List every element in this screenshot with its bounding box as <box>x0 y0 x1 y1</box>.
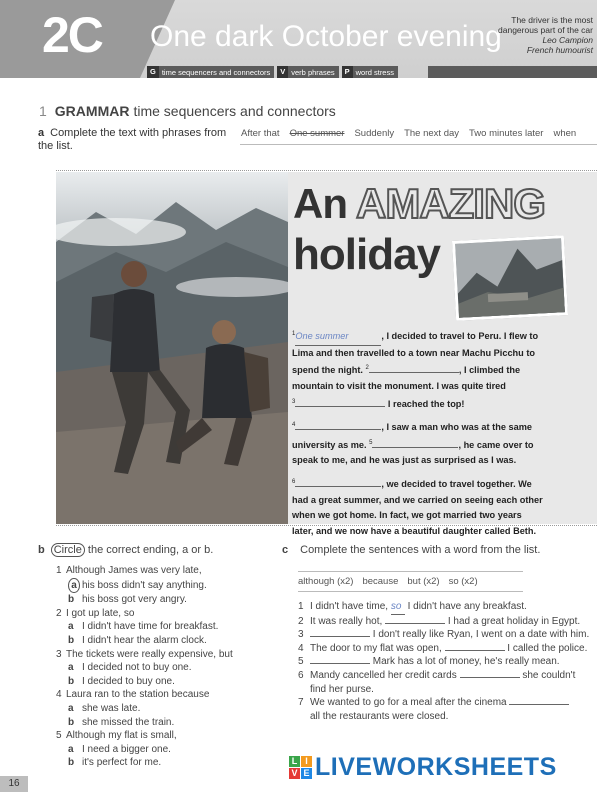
unit-header <box>0 0 597 78</box>
answer-blank-3[interactable] <box>310 636 370 637</box>
question-text: Although James was very late, <box>66 565 202 576</box>
exercise-b <box>38 544 278 770</box>
option-b[interactable] <box>68 675 278 689</box>
gap-number: 2 <box>365 365 369 372</box>
question-item <box>56 648 278 662</box>
question-number: 2 <box>56 607 62 619</box>
sentence-text: I called the police. <box>507 642 588 654</box>
word-list-divider <box>240 144 597 145</box>
question-item <box>56 564 278 578</box>
question-text: Laura ran to the station because <box>66 689 210 701</box>
question-item <box>56 729 278 743</box>
quote-line-1: The driver is the most <box>511 15 593 25</box>
answer-blank-1[interactable]: so <box>391 600 405 615</box>
machu-picchu-image <box>455 238 568 321</box>
tag-label: time sequencers and connectors <box>161 67 271 77</box>
option-letter: b <box>68 675 75 687</box>
sentence-text: We wanted to go for a meal after the cinema <box>310 697 507 709</box>
article-sentence: I reached the top! <box>387 398 465 409</box>
circle-word: Circle <box>51 543 85 557</box>
question-text: I got up late, so <box>66 607 135 619</box>
gap-4[interactable] <box>295 429 381 430</box>
option-a[interactable] <box>68 743 278 757</box>
section-topic: time sequencers and connectors <box>133 103 336 119</box>
sentence-text: I don't really like Ryan, I went on a date with him. <box>372 629 590 641</box>
quote-line-2: dangerous part of the car <box>498 25 593 35</box>
sentence-text: The door to my flat was open, <box>310 642 442 654</box>
word-item[interactable]: because <box>362 576 399 587</box>
question-text: The tickets were really expensive, but <box>66 648 233 660</box>
word-item[interactable]: Two minutes later <box>469 128 544 139</box>
travel-photo <box>56 172 288 524</box>
tag-grammar <box>147 66 274 78</box>
tag-label: verb phrases <box>291 67 335 77</box>
article-text <box>292 327 544 540</box>
sentence-text: I didn't have time, <box>310 601 389 612</box>
option-text: I decided to buy one. <box>82 675 175 687</box>
headline-an: An <box>293 180 347 227</box>
exercise-letter: c <box>282 544 289 556</box>
option-letter: b <box>68 757 75 769</box>
word-item[interactable]: After that <box>241 128 280 139</box>
question-number: 1 <box>56 565 62 576</box>
answer-blank-6[interactable] <box>460 677 520 678</box>
option-b[interactable] <box>68 634 278 648</box>
option-b[interactable] <box>68 593 278 607</box>
sentence-number: 4 <box>298 642 304 654</box>
option-a[interactable] <box>68 702 278 716</box>
option-text: I decided not to buy one. <box>82 662 192 674</box>
gap-number: 3 <box>292 398 296 405</box>
logo-tile-l: L <box>289 756 300 767</box>
gap-3[interactable] <box>295 406 385 407</box>
word-item[interactable]: but (x2) <box>407 576 440 587</box>
sentence-text: find her purse. <box>310 683 374 695</box>
instruction-text: the correct ending, a or b. <box>87 544 214 556</box>
section-name: GRAMMAR <box>54 103 130 119</box>
header-quote <box>483 15 593 55</box>
word-item-used[interactable]: One summer <box>289 128 345 139</box>
option-letter: b <box>68 716 75 728</box>
question-item <box>56 688 278 702</box>
instruction-text: Complete the sentences with a word from the list. <box>300 544 541 556</box>
sentence-number: 2 <box>298 615 304 627</box>
lesson-tags <box>147 66 398 78</box>
question-number: 5 <box>56 730 62 742</box>
sentence-text: I didn't have any breakfast. <box>407 601 527 612</box>
question-number: 4 <box>56 689 62 701</box>
article-sentence: , he came over to speak to me, and he was just as surprised as I was. <box>292 439 534 466</box>
sentence-number: 7 <box>298 697 304 709</box>
option-letter-circled: a <box>68 578 80 594</box>
headline-amazing: AMAZING <box>356 180 545 227</box>
headline-holiday: holiday <box>293 230 441 279</box>
sentence-item <box>298 615 597 629</box>
tag-bar-filler <box>428 66 597 78</box>
word-item[interactable]: although (x2) <box>298 576 354 587</box>
unit-title: One dark October evening <box>150 20 502 53</box>
tag-label: word stress <box>355 67 394 77</box>
sentence-number: 5 <box>298 656 304 668</box>
gap-number: 4 <box>292 422 296 429</box>
tag-letter: P <box>342 66 353 78</box>
option-letter: a <box>68 743 74 755</box>
gap-6[interactable] <box>295 486 381 487</box>
gap-2[interactable] <box>369 372 459 373</box>
option-a[interactable] <box>68 620 278 634</box>
exercise-letter: a <box>38 127 45 139</box>
option-text: I didn't have time for breakfast. <box>82 621 219 633</box>
gap-1-answer[interactable]: One summer <box>295 329 381 346</box>
section-title <box>39 103 336 119</box>
machu-picchu-photo <box>452 235 568 321</box>
word-list-a <box>241 128 576 139</box>
sentence-text: Mandy cancelled her credit cards <box>310 669 457 681</box>
sentence-item <box>298 696 597 723</box>
article-sentence: , I saw a man who was at the same university as me. <box>292 422 532 450</box>
logo-tile-e: E <box>301 768 312 779</box>
option-text: it's perfect for me. <box>82 757 162 769</box>
article-sentence: , I climbed the mountain to visit the monument. I was quite tired <box>292 365 521 391</box>
option-letter: a <box>68 662 74 674</box>
question-number: 3 <box>56 648 62 660</box>
sentence-text: I had a great holiday in Egypt. <box>447 615 581 627</box>
option-text: I need a bigger one. <box>82 743 171 755</box>
option-letter: a <box>68 621 74 633</box>
sentence-item <box>298 600 597 615</box>
logo-tile-v: V <box>289 768 300 779</box>
word-item[interactable]: The next day <box>404 128 460 139</box>
option-text: his boss didn't say anything. <box>82 579 207 591</box>
tag-letter: G <box>147 66 159 78</box>
option-b[interactable] <box>68 716 278 730</box>
tag-pronunciation <box>342 66 398 78</box>
sentence-item <box>298 642 597 656</box>
option-b[interactable] <box>68 756 278 770</box>
sentence-item <box>298 628 597 642</box>
option-letter: b <box>68 634 75 646</box>
logo-tile-i: I <box>301 756 312 767</box>
question-item <box>56 607 278 621</box>
sentence-text: all the restaurants were closed. <box>310 710 449 722</box>
option-a[interactable] <box>68 661 278 675</box>
exercise-letter: b <box>38 544 45 556</box>
option-text: she was late. <box>82 702 141 714</box>
liveworksheets-icon <box>289 756 312 779</box>
option-letter: b <box>68 594 75 606</box>
sentence-number: 6 <box>298 669 304 681</box>
sentence-number: 3 <box>298 629 304 641</box>
liveworksheets-logo <box>289 753 557 782</box>
section-number: 1 <box>39 103 47 119</box>
option-text: his boss got very angry. <box>82 594 187 606</box>
answer-blank-5[interactable] <box>310 663 370 664</box>
tag-letter: V <box>277 66 288 78</box>
quote-author-role: French humourist <box>526 45 593 55</box>
gap-number: 1 <box>292 331 296 337</box>
exercise-a-instruction <box>38 127 238 153</box>
gap-5[interactable] <box>372 447 458 448</box>
answer-blank-7[interactable] <box>509 704 569 705</box>
sentence-text: It was really hot, <box>310 615 383 627</box>
instruction-text: Complete the text with phrases from the list. <box>38 127 227 152</box>
gap-number: 6 <box>292 479 296 486</box>
unit-number: 2C <box>42 7 102 63</box>
exercise-c-instruction <box>282 544 597 556</box>
mountain-couple-image <box>56 172 288 524</box>
question-text: Although my flat is small, <box>66 730 177 742</box>
word-list-c <box>298 571 523 592</box>
page-number: 16 <box>0 776 28 792</box>
article-sentence: , I decided to travel to Peru. I flew to Lima and then travelled to a town near Machu Picchu to spend the night. <box>292 331 539 376</box>
option-text: I didn't hear the alarm clock. <box>82 634 207 646</box>
word-item[interactable]: Suddenly <box>354 128 395 139</box>
sentence-text: Mark has a lot of money, he's really mean. <box>372 656 560 668</box>
word-item[interactable]: so (x2) <box>448 576 478 587</box>
option-a-selected[interactable] <box>68 578 278 594</box>
exercise-c <box>282 544 597 723</box>
tag-vocabulary <box>277 66 338 78</box>
answer-blank-2[interactable] <box>385 623 445 624</box>
option-letter: a <box>68 702 74 714</box>
sentence-text: she couldn't <box>522 669 576 681</box>
word-item[interactable]: when <box>553 128 577 139</box>
option-text: she missed the train. <box>82 716 175 728</box>
sentence-number: 1 <box>298 601 304 612</box>
sentence-item <box>298 655 597 669</box>
gap-number: 5 <box>369 439 373 446</box>
exercise-b-instruction <box>38 544 278 556</box>
sentence-item <box>298 669 597 696</box>
quote-author: Leo Campion <box>542 35 593 45</box>
brand-name: LIVEWORKSHEETS <box>315 753 557 781</box>
answer-blank-4[interactable] <box>445 650 505 651</box>
article-sentence: , we decided to travel together. We had a great summer, and we carried on seeing each other when we got home. In fact, we got married two years later, and we now have a beautiful daughter called Beth. <box>292 479 543 536</box>
